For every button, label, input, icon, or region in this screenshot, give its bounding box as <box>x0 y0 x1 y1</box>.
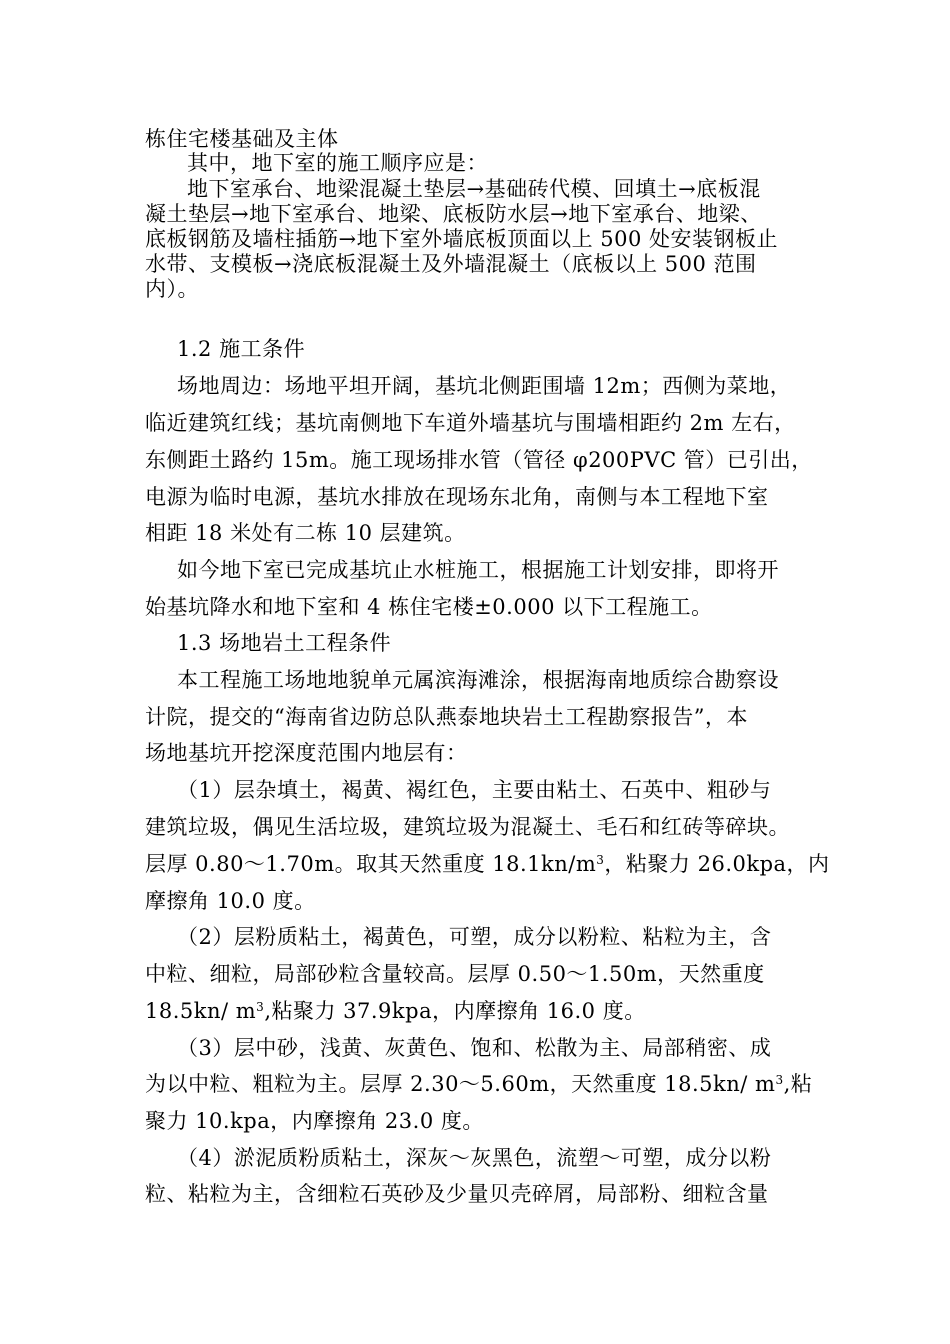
layer-line <box>145 998 646 1024</box>
paragraph-line: 本工程施工场地地貌单元属滨海滩涂，根据海南地质综合勘察设 <box>177 668 779 692</box>
section-heading: 1.2 施工条件 <box>177 337 306 361</box>
sequence-line: 地下室承台、地梁混凝土垫层→基础砖代模、回填土→底板混 <box>187 177 761 201</box>
layer-line: 粒、粘粒为主，含细粒石英砂及少量贝壳碎屑，局部粉、细粒含量 <box>145 1182 769 1206</box>
superscript: 3 <box>256 1000 265 1014</box>
layer-text: 18.5kn/ m <box>145 999 257 1023</box>
superscript: 3 <box>596 853 605 867</box>
paragraph-line: 电源为临时电源，基坑水排放在现场东北角，南侧与本工程地下室 <box>145 485 769 509</box>
paragraph-line: 始基坑降水和地下室和 4 栋住宅楼±0.000 以下工程施工。 <box>145 595 713 619</box>
paragraph-line: 如今地下室已完成基坑止水桩施工，根据施工计划安排，即将开 <box>177 558 779 582</box>
intro-line: 其中，地下室的施工顺序应是： <box>187 151 488 175</box>
layer-text: 层厚 0.80～1.70m。取其天然重度 18.1kn/m <box>145 852 597 876</box>
section-heading: 1.3 场地岩土工程条件 <box>177 631 392 655</box>
layer-line: 摩擦角 10.0 度。 <box>145 889 316 913</box>
paragraph-line: 场地基坑开挖深度范围内地层有： <box>145 741 468 765</box>
layer-line: 建筑垃圾，偶见生活垃圾，建筑垃圾为混凝土、毛石和红砖等碎块。 <box>145 815 790 839</box>
layer-line: （4）淤泥质粉质粘土，深灰～灰黑色，流塑～可塑，成分以粉 <box>177 1146 772 1170</box>
superscript: 3 <box>775 1073 784 1087</box>
paragraph-line: 东侧距土路约 15m。施工现场排水管（管径 φ200PVC 管）已引出， <box>145 448 813 472</box>
layer-line <box>145 851 830 877</box>
layer-text: 为以中粒、粗粒为主。层厚 2.30～5.60m，天然重度 18.5kn/ m <box>145 1072 776 1096</box>
layer-line: 聚力 10.kpa，内摩擦角 23.0 度。 <box>145 1109 484 1133</box>
layer-line: （2）层粉质粘土，褐黄色，可塑，成分以粉粒、粘粒为主，含 <box>177 925 772 949</box>
layer-line: （1）层杂填土，褐黄、褐红色，主要由粘土、石英中、粗砂与 <box>177 778 772 802</box>
layer-line <box>145 1071 812 1097</box>
paragraph-line: 计院，提交的“海南省边防总队燕泰地块岩土工程勘察报告”，本 <box>145 705 748 729</box>
sequence-line: 底板钢筋及墙柱插筋→地下室外墙底板顶面以上 500 处安装钢板止 <box>145 227 779 251</box>
layer-text: ,粘 <box>783 1072 813 1096</box>
layer-text: ,粘聚力 37.9kpa，内摩擦角 16.0 度。 <box>264 999 646 1023</box>
layer-text: ，粘聚力 26.0kpa，内 <box>604 852 830 876</box>
sequence-line: 水带、支模板→浇底板混凝土及外墙混凝土（底板以上 500 范围 <box>145 252 757 276</box>
intro-line: 栋住宅楼基础及主体 <box>145 127 339 151</box>
layer-line: （3）层中砂，浅黄、灰黄色、饱和、松散为主、局部稍密、成 <box>177 1036 772 1060</box>
paragraph-line: 相距 18 米处有二栋 10 层建筑。 <box>145 521 466 545</box>
sequence-line: 内）。 <box>145 277 199 301</box>
sequence-line: 凝土垫层→地下室承台、地梁、底板防水层→地下室承台、地梁、 <box>145 202 762 226</box>
layer-line: 中粒、细粒，局部砂粒含量较高。层厚 0.50～1.50m，天然重度 <box>145 962 765 986</box>
paragraph-line: 临近建筑红线；基坑南侧地下车道外墙基坑与围墙相距约 2m 左右， <box>145 411 796 435</box>
paragraph-line: 场地周边：场地平坦开阔，基坑北侧距围墙 12m；西侧为菜地， <box>177 374 792 398</box>
